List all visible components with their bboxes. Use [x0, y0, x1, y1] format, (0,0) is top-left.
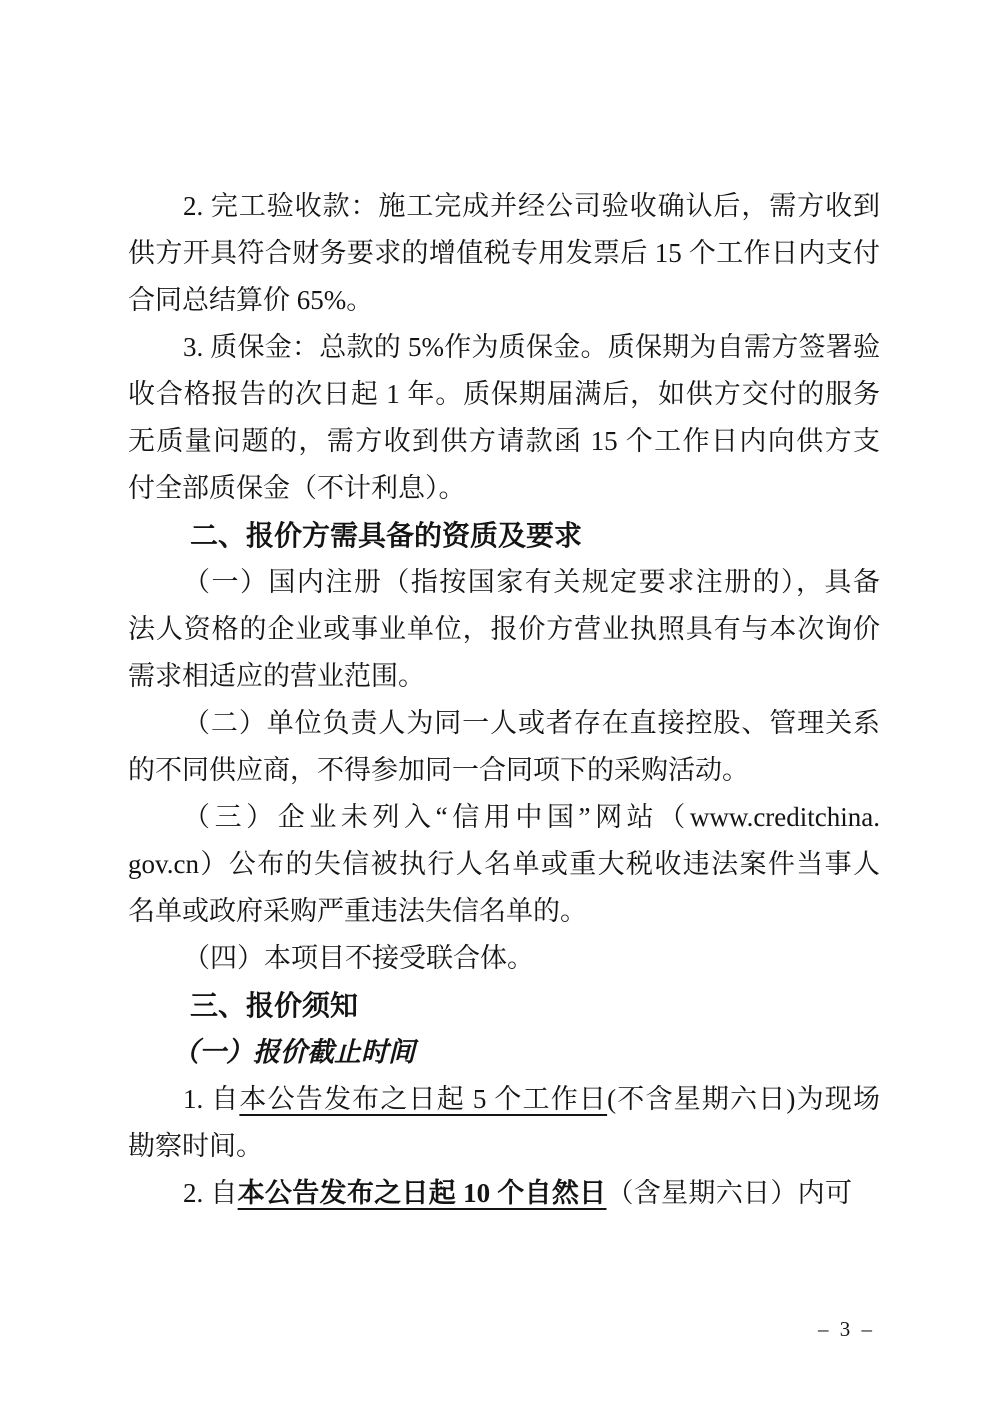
paragraph-line: 2. 完工验收款：施工完成并经公司验收确认后，需方收到 — [183, 191, 880, 221]
paragraph-line: 名单或政府采购严重违法失信名单的。 — [128, 896, 587, 926]
paragraph-line: （四）本项目不接受联合体。 — [183, 943, 534, 973]
paragraph-line: （一）国内注册（指按国家有关规定要求注册的），具备 — [183, 567, 880, 597]
paragraph-line — [128, 1076, 880, 1123]
section-heading-2: 二、报价方需具备的资质及要求 — [190, 520, 583, 551]
paragraph-line: 付全部质保金（不计利息）。 — [128, 473, 466, 503]
line-text: (不含星期六日)为现场 — [607, 1084, 881, 1114]
line-text: 2. 自 — [183, 1178, 238, 1208]
subsection-heading: （一）报价截止时间 — [172, 1037, 415, 1067]
section-heading-3: 三、报价须知 — [190, 990, 359, 1021]
paragraph-line: 的不同供应商，不得参加同一合同项下的采购活动。 — [128, 755, 749, 785]
paragraph-line: （三）企业未列入“信用中国”网站（www.creditchina. — [183, 802, 880, 832]
paragraph-line: 收合格报告的次日起 1 年。质保期届满后，如供方交付的服务 — [128, 379, 880, 409]
paragraph-line: （二）单位负责人为同一人或者存在直接控股、管理关系 — [183, 708, 880, 738]
paragraph-line: 供方开具符合财务要求的增值税专用发票后 15 个工作日内支付 — [128, 238, 880, 268]
paragraph-line: 需求相适应的营业范围。 — [128, 661, 425, 691]
paragraph-line: 3. 质保金：总款的 5%作为质保金。质保期为自需方签署验 — [183, 332, 880, 362]
line-text: 1. 自 — [183, 1084, 240, 1114]
paragraph-line: 无质量问题的，需方收到供方请款函 15 个工作日内向供方支 — [128, 426, 880, 456]
paragraph-line: 法人资格的企业或事业单位，报价方营业执照具有与本次询价 — [128, 614, 880, 644]
paragraph-line — [128, 1170, 852, 1217]
underlined-bold-text: 本公告发布之日起 10 个自然日 — [237, 1178, 607, 1208]
paragraph-line: 勘察时间。 — [128, 1131, 263, 1161]
document-body — [128, 183, 880, 1217]
line-text: （含星期六日）内可 — [606, 1178, 852, 1208]
paragraph-line: gov.cn）公布的失信被执行人名单或重大税收违法案件当事人 — [128, 849, 880, 879]
paragraph-line: 合同总结算价 65%。 — [128, 285, 374, 315]
page-number: – 3 – — [818, 1317, 875, 1341]
underlined-text: 本公告发布之日起 5 个工作日 — [239, 1084, 608, 1114]
